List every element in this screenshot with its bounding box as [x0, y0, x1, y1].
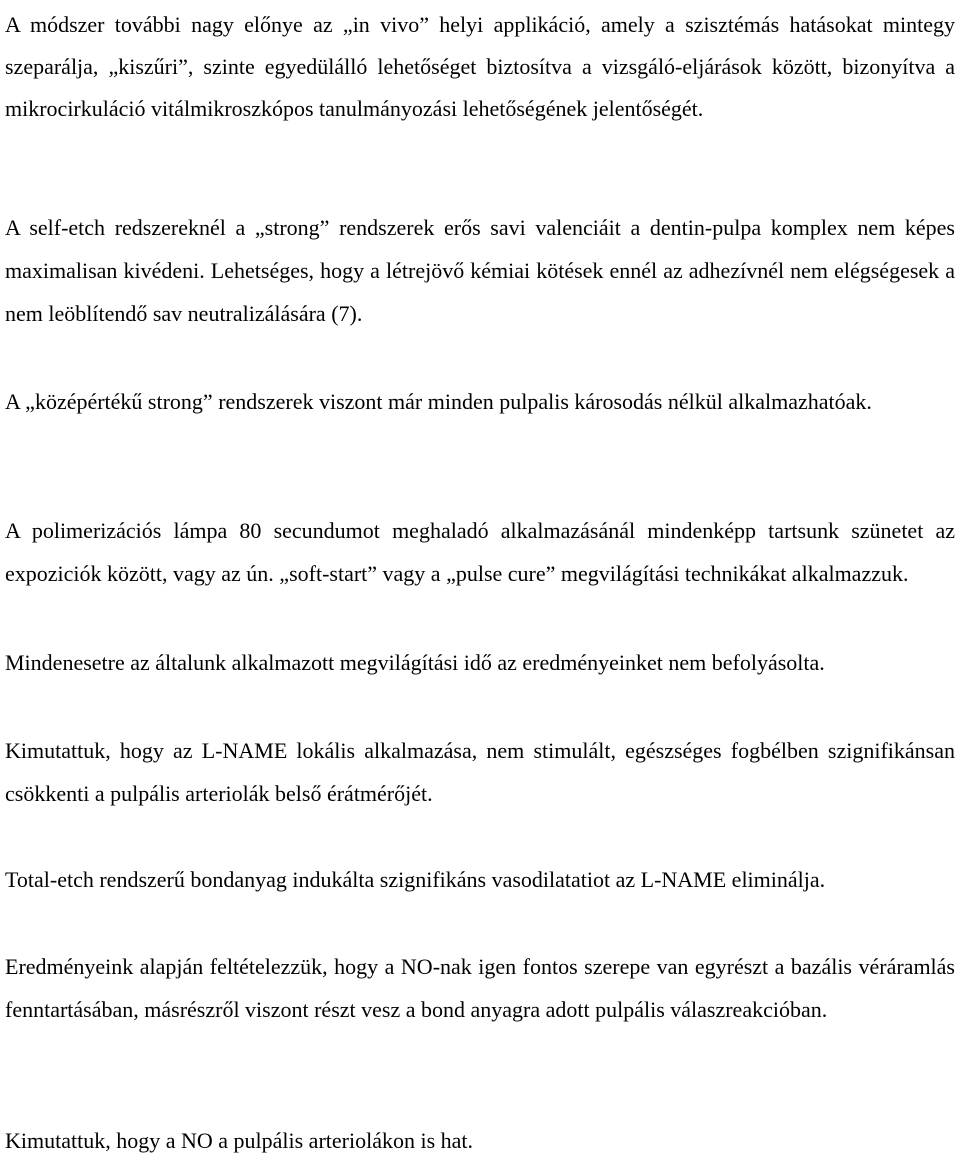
paragraph-total-etch: Total-etch rendszerű bondanyag indukálta szignifikáns vasodilatatiot az L-NAME eliminálja. — [5, 867, 826, 892]
paragraph-no-conclusion: Kimutattuk, hogy a NO a pulpális arteriolákon is hat. — [5, 1128, 474, 1153]
paragraph-self-etch-systems: A self-etch redszereknél a „strong” rendszerek erős savi valenciáit a dentin-pulpa komplex nem képes maximalisan kivédeni. Lehetséges, hogy a létrejövő kémiai kötések ennél az adhezívnél nem elégségesek a nem leöblítendő sav neutralizálására (7). — [5, 215, 955, 326]
paragraph-in-vivo-advantage: A módszer további nagy előnye az „in vivo” helyi applikáció, amely a szisztémás hatásokat mintegy szeparálja, „kiszűri”, szinte egyedülálló lehetőséget biztosítva a vizsgáló-eljárások között, bizonyítva a mikrocirkuláció vitálmikroszkópos tanulmányozási lehetőségének jelentőségét. — [5, 12, 955, 121]
paragraph-l-name-finding: Kimutattuk, hogy az L-NAME lokális alkalmazása, nem stimulált, egészséges fogbélben szignifikánsan csökkenti a pulpális arteriolák belső érátmérőjét. — [5, 738, 955, 806]
paragraph-no-role: Eredményeink alapján feltételezzük, hogy a NO-nak igen fontos szerepe van egyrészt a bazális véráramlás fenntartásában, másrészről viszont részt vesz a bond anyagra adott pulpális válaszreakcióban. — [5, 954, 955, 1022]
paragraph-polymerization-lamp: A polimerizációs lámpa 80 secundumot meghaladó alkalmazásánál mindenképp tartsunk szünetet az expoziciók között, vagy az ún. „soft-start” vagy a „pulse cure” megvilágítási technikákat alkalmazzuk. — [5, 518, 955, 586]
paragraph-illumination-time: Mindenesetre az általunk alkalmazott megvilágítási idő az eredményeinket nem befolyásolta. — [5, 650, 825, 675]
paragraph-medium-strong-systems: A „középértékű strong” rendszerek viszont már minden pulpalis károsodás nélkül alkalmazhatóak. — [5, 389, 872, 414]
